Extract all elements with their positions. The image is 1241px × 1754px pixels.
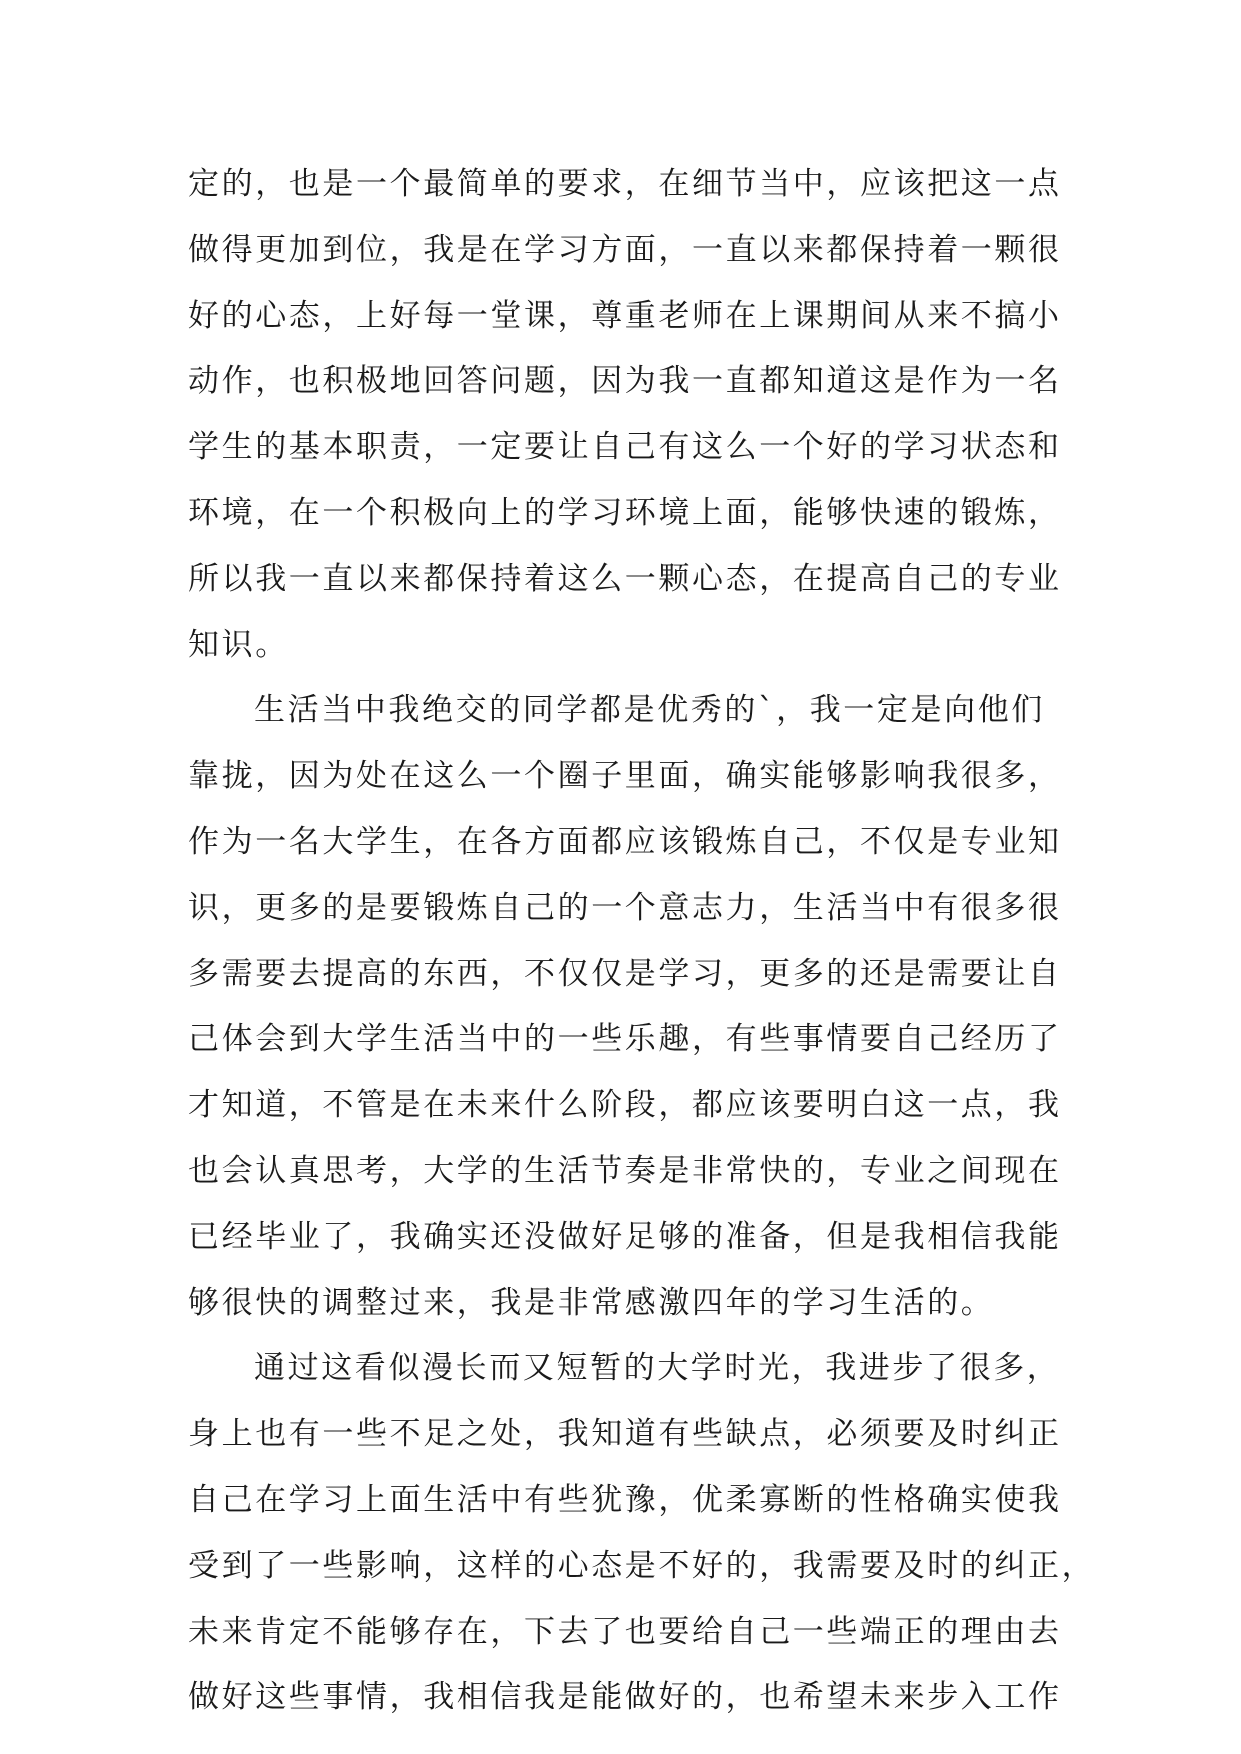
text-line: 已经毕业了，我确实还没做好足够的准备，但是我相信我能 [188,1218,1062,1255]
text-line: 学生的基本职责，一定要让自己有这么一个好的学习状态和 [188,429,1062,466]
text-line: 做好这些事情，我相信我是能做好的，也希望未来步入工作 [188,1679,1062,1716]
paragraph-first-line: 生活当中我绝交的同学都是优秀的`，我一定是向他们 [254,692,1045,729]
text-line: 也会认真思考，大学的生活节奏是非常快的，专业之间现在 [188,1152,1062,1189]
text-line: 够很快的调整过来，我是非常感激四年的学习生活的。 [188,1284,995,1321]
text-line: 才知道，不管是在未来什么阶段，都应该要明白这一点，我 [188,1087,1062,1124]
text-line: 多需要去提高的东西，不仅仅是学习，更多的还是需要让自 [188,955,1062,992]
text-line: 未来肯定不能够存在，下去了也要给自己一些端正的理由去 [188,1613,1062,1650]
body-text [188,152,1096,1731]
text-line: 身上也有一些不足之处，我知道有些缺点，必须要及时纠正 [188,1416,1062,1453]
text-line: 靠拢，因为处在这么一个圈子里面，确实能够影响我很多， [188,758,1062,795]
text-line: 自己在学习上面生活中有些犹豫，优柔寡断的性格确实使我 [188,1481,1062,1518]
text-line: 好的心态，上好每一堂课，尊重老师在上课期间从来不搞小 [188,297,1062,334]
text-line: 己体会到大学生活当中的一些乐趣，有些事情要自己经历了 [188,1021,1062,1058]
text-line: 环境，在一个积极向上的学习环境上面，能够快速的锻炼， [188,494,1062,531]
text-line: 知识。 [188,626,289,663]
text-line: 定的，也是一个最简单的要求，在细节当中，应该把这一点 [188,166,1062,202]
text-line: 作为一名大学生，在各方面都应该锻炼自己，不仅是专业知 [188,823,1062,860]
text-line: 做得更加到位，我是在学习方面，一直以来都保持着一颗很 [188,231,1062,268]
paragraph-first-line: 通过这看似漫长而又短暂的大学时光，我进步了很多， [254,1350,1061,1387]
text-line: 所以我一直以来都保持着这么一颗心态，在提高自己的专业 [188,560,1062,597]
text-line: 动作，也积极地回答问题，因为我一直都知道这是作为一名 [188,363,1062,400]
text-line: 受到了一些影响，这样的心态是不好的，我需要及时的纠正， [188,1547,1096,1584]
text-line: 识，更多的是要锻炼自己的一个意志力，生活当中有很多很 [188,889,1062,926]
